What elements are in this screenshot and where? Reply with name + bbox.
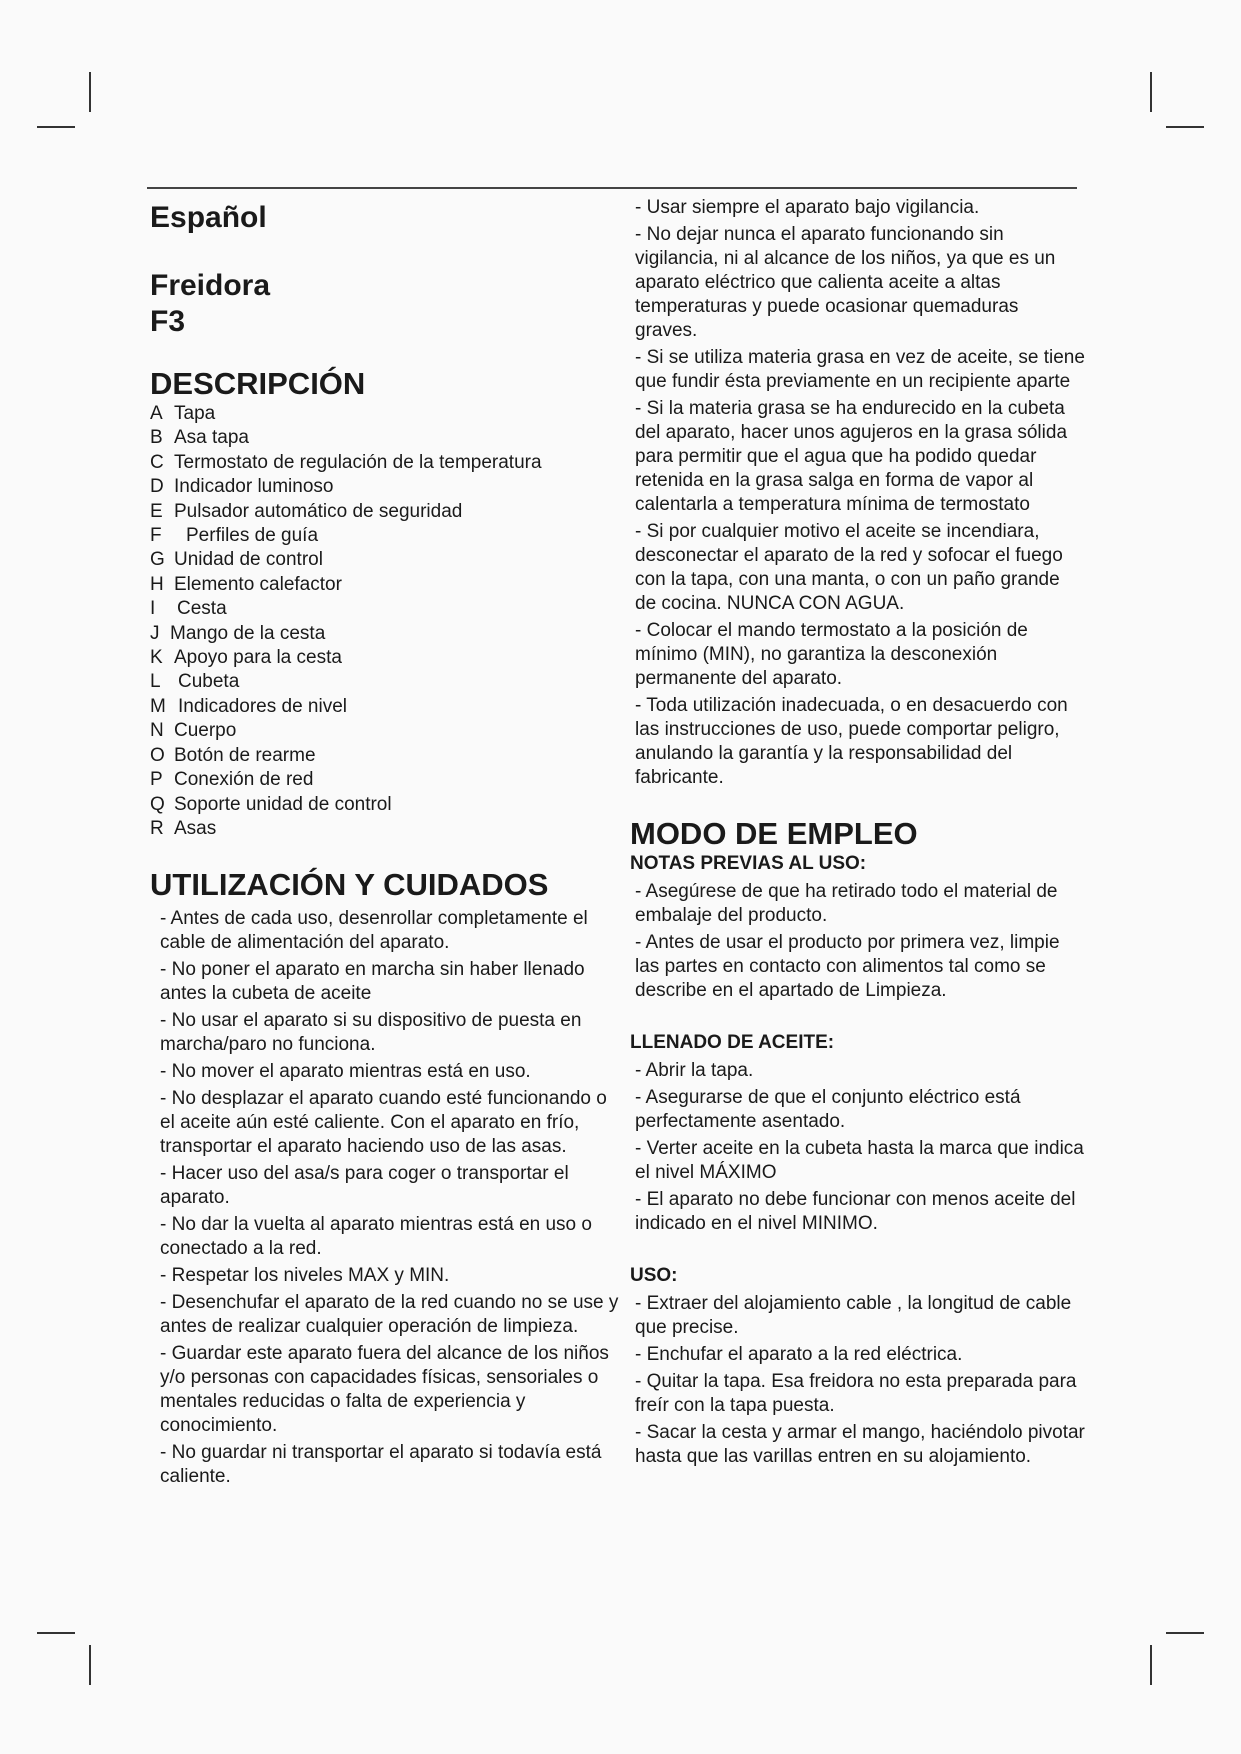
- list-item: - Quitar la tapa. Esa freidora no esta preparada para freír con la tapa puesta.: [635, 1371, 1077, 1416]
- list-item: - Sacar la cesta y armar el mango, haciéndolo pivotar hasta que las varillas entren en su alojamiento.: [635, 1422, 1085, 1467]
- list-item: N Cuerpo: [150, 720, 237, 742]
- crop-mark: [1150, 1645, 1152, 1685]
- oil-filling-list: [630, 1059, 1085, 1236]
- list-item: O Botón de rearme: [150, 744, 316, 766]
- crop-mark: [1166, 1632, 1204, 1634]
- right-column: [630, 196, 1085, 1472]
- list-item: - Guardar este aparato fuera del alcance de los niños y/o personas con capacidades físicas, sensoriales o mentales reducidas o falta de experiencia y conocimiento.: [160, 1343, 609, 1437]
- list-item: E Pulsador automático de seguridad: [150, 500, 463, 522]
- list-item: A Tapa: [150, 403, 216, 424]
- list-item: - Verter aceite en la cubeta hasta la marca que indica el nivel MÁXIMO: [635, 1138, 1084, 1183]
- list-item: - Colocar el mando termostato a la posición de mínimo (MIN), no garantiza la desconexión permanente del aparato.: [635, 620, 1028, 689]
- list-item: L Cubeta: [150, 671, 240, 693]
- list-item: - Extraer del alojamiento cable , la longitud de cable que precise.: [635, 1293, 1072, 1338]
- list-item: H Elemento calefactor: [150, 573, 342, 595]
- list-item: - Enchufar el aparato a la red eléctrica.: [635, 1344, 963, 1365]
- use-list: [630, 1292, 1085, 1469]
- list-item: - No guardar ni transportar el aparato si todavía está caliente.: [160, 1442, 602, 1488]
- crop-mark: [1150, 72, 1152, 112]
- list-item: - Hacer uso del asa/s para coger o transportar el aparato.: [160, 1163, 569, 1209]
- list-item: R Asas: [150, 817, 217, 839]
- list-item: G Unidad de control: [150, 549, 323, 571]
- language-heading: Español: [150, 201, 267, 234]
- list-item: C Termostato de regulación de la temperatura: [150, 451, 542, 473]
- list-item: I Cesta: [150, 598, 227, 620]
- list-item: Q Soporte unidad de control: [150, 793, 392, 815]
- list-item: F Perfiles de guía: [150, 525, 319, 547]
- oil-filling-heading: LLENADO DE ACEITE:: [630, 1032, 835, 1053]
- top-rule: [147, 187, 1077, 189]
- description-heading: DESCRIPCIÓN: [150, 366, 366, 401]
- left-column: [150, 196, 620, 1492]
- list-item: - Toda utilización inadecuada, o en desacuerdo con las instrucciones de uso, puede comportar peligro, anulando la garantía y la responsabilidad del fabricante.: [635, 695, 1068, 788]
- list-item: J Mango de la cesta: [150, 622, 326, 644]
- list-item: - No desplazar el aparato cuando esté funcionando o el aceite aún esté caliente. Con el aparato en frío, transportar el aparato haciendo uso de las asas.: [160, 1088, 607, 1158]
- crop-mark: [1166, 126, 1204, 128]
- product-model: F3: [150, 305, 186, 338]
- crop-mark: [37, 126, 75, 128]
- use-heading: USO:: [630, 1265, 678, 1286]
- list-item: - Desenchufar el aparato de la red cuando no se use y antes de realizar cualquier operación de limpieza.: [160, 1292, 619, 1338]
- list-item: - No mover el aparato mientras está en uso.: [160, 1061, 531, 1083]
- usage-care-list: [150, 907, 620, 1489]
- prior-notes-list: [630, 880, 1085, 1003]
- list-item: D Indicador luminoso: [150, 476, 334, 498]
- list-item: - Si la materia grasa se ha endurecido en la cubeta del aparato, hacer unos agujeros en la grasa sólida para permitir que el agua que ha podido quedar retenida en la grasa salga en forma de vapor al calentarla a temperatura mínima de termostato: [635, 398, 1068, 515]
- usage-care-continued-list: [630, 196, 1085, 790]
- list-item: - Antes de usar el producto por primera vez, limpie las partes en contacto con alimentos tal como se describe en el apartado de Limpieza.: [635, 932, 1060, 1001]
- list-item: - No dejar nunca el aparato funcionando sin vigilancia, ni al alcance de los niños, ya que es un aparato eléctrico que calienta aceite a altas temperaturas y puede ocasionar quemaduras graves.: [635, 224, 1056, 341]
- list-item: - Asegúrese de que ha retirado todo el material de embalaje del producto.: [635, 881, 1058, 926]
- list-item: - Respetar los niveles MAX y MIN.: [160, 1265, 450, 1287]
- prior-notes-heading: NOTAS PREVIAS AL USO:: [630, 853, 867, 874]
- list-item: - Abrir la tapa.: [635, 1060, 754, 1081]
- list-item: B Asa tapa: [150, 427, 249, 449]
- list-item: - Usar siempre el aparato bajo vigilancia.: [635, 197, 980, 218]
- list-item: P Conexión de red: [150, 769, 314, 791]
- list-item: - Si por cualquier motivo el aceite se incendiara, desconectar el aparato de la red y sofocar el fuego con la tapa, con una manta, o con un paño grande de cocina. NUNCA CON AGUA.: [635, 521, 1063, 614]
- list-item: - El aparato no debe funcionar con menos aceite del indicado en el nivel MINIMO.: [635, 1189, 1076, 1234]
- list-item: - Si se utiliza materia grasa en vez de aceite, se tiene que fundir ésta previamente en un recipiente aparte: [635, 347, 1085, 392]
- list-item: - No poner el aparato en marcha sin haber llenado antes la cubeta de aceite: [160, 959, 585, 1005]
- crop-mark: [89, 72, 91, 112]
- description-list: [150, 402, 620, 841]
- list-item: M Indicadores de nivel: [150, 695, 347, 717]
- list-item: K Apoyo para la cesta: [150, 647, 342, 669]
- list-item: - Antes de cada uso, desenrollar completamente el cable de alimentación del aparato.: [160, 908, 588, 954]
- crop-mark: [89, 1645, 91, 1685]
- crop-mark: [37, 1632, 75, 1634]
- list-item: - No dar la vuelta al aparato mientras está en uso o conectado a la red.: [160, 1214, 592, 1260]
- list-item: - No usar el aparato si su dispositivo de puesta en marcha/paro no funciona.: [160, 1010, 582, 1056]
- product-name: Freidora: [150, 269, 271, 302]
- list-item: - Asegurarse de que el conjunto eléctrico está perfectamente asentado.: [635, 1087, 1021, 1132]
- mode-of-use-heading: MODO DE EMPLEO: [630, 816, 918, 851]
- usage-care-heading: UTILIZACIÓN Y CUIDADOS: [150, 867, 549, 903]
